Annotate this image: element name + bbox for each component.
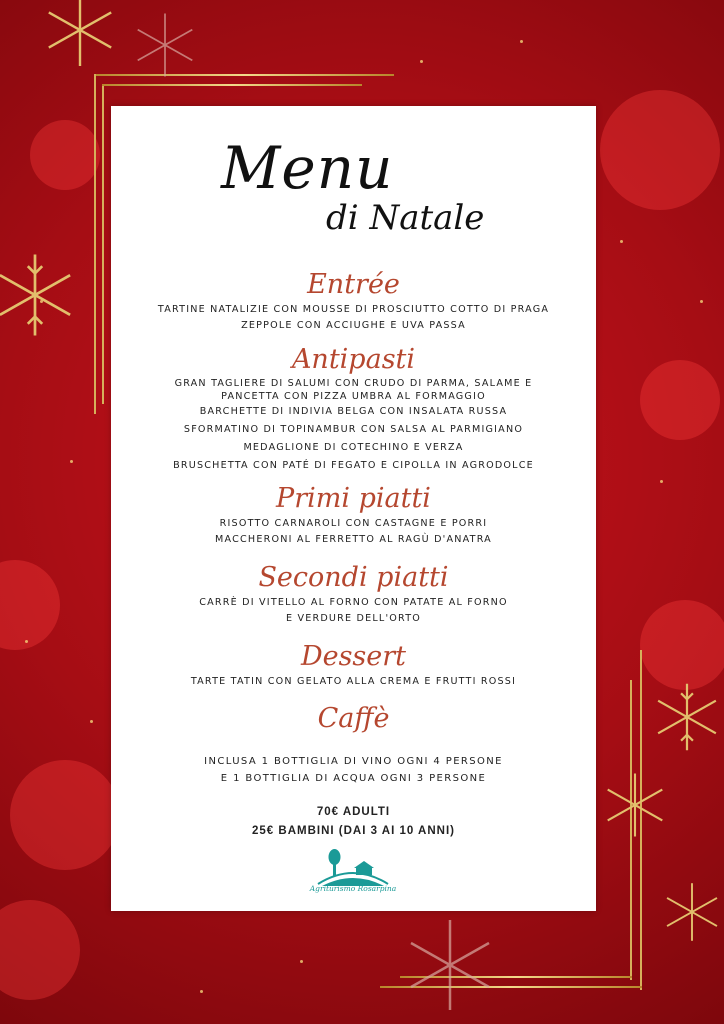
section-entree [111, 268, 596, 334]
note-line: INCLUSA 1 BOTTIGLIA DI VINO OGNI 4 PERSONE [204, 756, 503, 767]
section-heading: Entrée [307, 269, 400, 300]
bokeh-light [30, 120, 100, 190]
bokeh-light [640, 600, 724, 690]
price-children: 25€ BAMBINI (DAI 3 AI 10 ANNI) [252, 825, 455, 837]
snowflake-icon [130, 10, 200, 80]
menu-item: MEDAGLIONE DI COTECHINO E VERZA [243, 442, 464, 453]
section-caffe [111, 702, 596, 736]
section-secondi [111, 561, 596, 627]
menu-item: MACCHERONI AL FERRETTO AL RAGÙ D'ANATRA [215, 534, 492, 545]
tree-hill-icon [308, 848, 398, 888]
snowflake-icon [600, 770, 670, 840]
sparkle [90, 720, 93, 723]
section-heading: Antipasti [291, 344, 416, 375]
sparkle [660, 480, 663, 483]
gold-frame-line [102, 84, 362, 86]
sparkle [520, 40, 523, 43]
menu-item: ZEPPOLE CON ACCIUGHE E UVA PASSA [241, 320, 466, 331]
snowflake-icon [660, 880, 724, 944]
gold-frame-line [94, 74, 96, 414]
sparkle [700, 300, 703, 303]
bokeh-light [600, 90, 720, 210]
snowflake-icon [40, 0, 120, 70]
sparkle [620, 240, 623, 243]
agriturismo-logo [308, 848, 398, 904]
snowflake-icon [400, 915, 500, 1015]
sparkle [420, 60, 423, 63]
section-heading: Primi piatti [276, 483, 431, 514]
price-block [111, 803, 596, 841]
section-heading: Dessert [300, 641, 407, 672]
sparkle [25, 640, 28, 643]
snowflake-icon [650, 680, 724, 754]
sparkle [300, 960, 303, 963]
note-line: E 1 BOTTIGLIA DI ACQUA OGNI 3 PERSONE [220, 773, 487, 784]
menu-item: CARRÈ DI VITELLO AL FORNO CON PATATE AL FORNO [199, 597, 508, 608]
menu-item: BARCHETTE DI INDIVIA BELGA CON INSALATA RUSSA [199, 406, 508, 417]
menu-item: PANCETTA CON PIZZA UMBRA AL FORMAGGIO [221, 391, 486, 402]
menu-item: BRUSCHETTA CON PATÉ DI FEGATO E CIPOLLA IN AGRODOLCE [173, 460, 534, 471]
section-heading: Caffè [317, 703, 390, 734]
sparkle [70, 460, 73, 463]
bokeh-light [0, 900, 80, 1000]
menu-item: TARTINE NATALIZIE CON MOUSSE DI PROSCIUTTO COTTO DI PRAGA [157, 304, 550, 315]
gold-frame-line [102, 84, 104, 404]
section-primi [111, 482, 596, 548]
menu-item: GRAN TAGLIERE DI SALUMI CON CRUDO DI PARMA, SALAME E [174, 378, 533, 389]
bokeh-light [0, 560, 60, 650]
menu-item: TARTE TATIN CON GELATO ALLA CREMA E FRUTTI ROSSI [190, 676, 517, 687]
bokeh-light [640, 360, 720, 440]
snowflake-icon [0, 250, 80, 340]
sparkle [200, 990, 203, 993]
price-adults: 70€ ADULTI [316, 806, 391, 818]
menu-card [111, 106, 596, 911]
logo-name: Agriturismo Rosarpina [309, 884, 397, 893]
menu-item: E VERDURE DELL'ORTO [285, 613, 422, 624]
section-dessert [111, 640, 596, 690]
menu-subtitle: di Natale [326, 198, 485, 238]
section-heading: Secondi piatti [258, 562, 449, 593]
drinks-note [111, 753, 596, 787]
menu-title: Menu [221, 134, 394, 202]
section-antipasti [111, 343, 596, 475]
bokeh-light [10, 760, 120, 870]
menu-item: SFORMATINO DI TOPINAMBUR CON SALSA AL PARMIGIANO [183, 424, 524, 435]
menu-item: RISOTTO CARNAROLI CON CASTAGNE E PORRI [219, 518, 488, 529]
